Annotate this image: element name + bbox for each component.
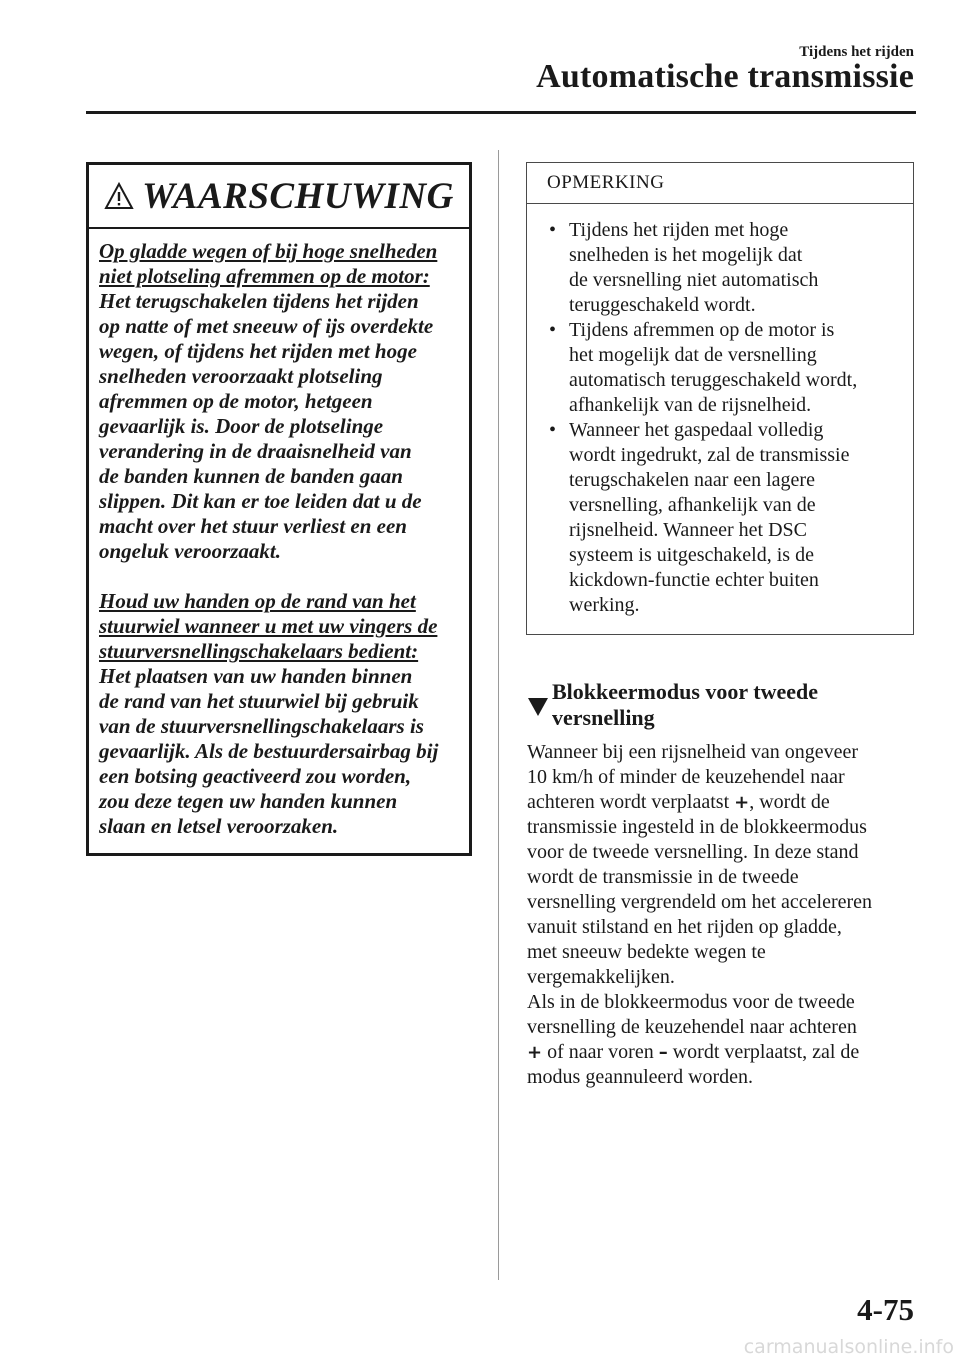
body-line: versnelling de keuzehendel naar achteren xyxy=(527,1016,857,1038)
warning-heading-line: niet plotseling afremmen op de motor: xyxy=(99,264,430,288)
warning-title: WAARSCHUWING xyxy=(142,175,454,217)
note-line: het mogelijk dat de versnelling xyxy=(569,344,817,366)
section-heading-line: Blokkeermodus voor tweede xyxy=(552,679,819,704)
warning-text-line: slaan en letsel veroorzaken. xyxy=(99,814,339,838)
body-line: voor de tweede versnelling. In deze stand xyxy=(527,841,859,863)
note-line: Tijdens afremmen op de motor is xyxy=(569,319,835,341)
warning-text-line: ongeluk veroorzaakt. xyxy=(99,539,282,563)
warning-text-line: afremmen op de motor, hetgeen xyxy=(99,389,373,413)
warning-heading-line: Houd uw handen op de rand van het xyxy=(99,589,416,613)
body-text: , wordt de xyxy=(749,791,830,813)
body-line xyxy=(527,1040,922,1065)
warning-text-line: verandering in de draaisnelheid van xyxy=(99,439,412,463)
warning-heading-line: stuurwiel wanneer u met uw vingers de xyxy=(99,614,438,638)
warning-text-line: van de stuurversnellingschakelaars is xyxy=(99,714,424,738)
warning-box xyxy=(86,162,472,856)
bullet: • xyxy=(549,219,557,241)
minus-symbol: – xyxy=(658,1042,668,1063)
warning-text-line: slippen. Dit kan er toe leiden dat u de xyxy=(99,489,422,513)
body-line: modus geannuleerd worden. xyxy=(527,1066,754,1088)
body-line: versnelling vergrendeld om het accelereren xyxy=(527,891,873,913)
section-body xyxy=(527,740,922,1090)
warning-heading-line: stuurversnellingschakelaars bedient: xyxy=(99,639,419,663)
plus-symbol: + xyxy=(527,1042,543,1063)
note-line: snelheden is het mogelijk dat xyxy=(569,244,803,266)
triangle-down-icon xyxy=(527,683,549,731)
bullet: • xyxy=(549,319,557,341)
plus-symbol: + xyxy=(734,792,750,813)
warning-text-line: macht over het stuur verliest en een xyxy=(99,514,407,538)
warning-text-line: op natte of met sneeuw of ijs overdekte xyxy=(99,314,434,338)
note-line: versnelling, afhankelijk van de xyxy=(569,494,816,516)
bullet: • xyxy=(549,419,557,441)
warning-heading-line: Op gladde wegen of bij hoge snelheden xyxy=(99,239,438,263)
body-line: Als in de blokkeermodus voor de tweede xyxy=(527,991,855,1013)
note-item xyxy=(549,318,903,418)
note-line: kickdown-functie echter buiten xyxy=(569,569,819,591)
body-line: vergemakkelijken. xyxy=(527,966,675,988)
header-section-label: Tijdens het rijden xyxy=(799,44,914,60)
warning-text-line: snelheden veroorzaakt plotseling xyxy=(99,364,383,388)
warning-text-line: gevaarlijk. Als de bestuurdersairbag bij xyxy=(99,739,439,763)
note-line: afhankelijk van de rijsnelheid. xyxy=(569,394,812,416)
note-line: automatisch teruggeschakeld wordt, xyxy=(569,369,858,391)
body-line: 10 km/h of minder de keuzehendel naar xyxy=(527,766,845,788)
note-list xyxy=(527,218,913,618)
note-line: Tijdens het rijden met hoge xyxy=(569,219,789,241)
page-title: Automatische transmissie xyxy=(536,58,914,95)
warning-text-line: zou deze tegen uw handen kunnen xyxy=(99,789,398,813)
warning-text-line: gevaarlijk is. Door de plotselinge xyxy=(99,414,384,438)
watermark: carmanualsonline.info xyxy=(743,1336,954,1358)
warning-triangle-icon xyxy=(104,181,134,211)
note-item xyxy=(549,418,903,618)
warning-text-line: de banden kunnen de banden gaan xyxy=(99,464,403,488)
body-line: wordt de transmissie in de tweede xyxy=(527,866,799,888)
note-line: rijsnelheid. Wanneer het DSC xyxy=(569,519,807,541)
body-text: wordt verplaatst, zal de xyxy=(667,1041,860,1063)
warning-text-line: Het terugschakelen tijdens het rijden xyxy=(99,289,419,313)
warning-header xyxy=(89,165,469,229)
page-number: 4-75 xyxy=(857,1292,914,1327)
body-line: met sneeuw bedekte wegen te xyxy=(527,941,766,963)
note-box xyxy=(526,162,914,635)
note-line: Wanneer het gaspedaal volledig xyxy=(569,419,824,441)
note-line: terugschakelen naar een lagere xyxy=(569,469,815,491)
section-heading xyxy=(527,679,907,731)
body-line xyxy=(527,790,922,815)
section-heading-line: versnelling xyxy=(552,705,655,730)
body-text: achteren wordt verplaatst xyxy=(527,791,735,813)
paragraph-gap xyxy=(99,564,455,589)
body-line: transmissie ingesteld in de blokkeermodus xyxy=(527,816,867,838)
note-line: systeem is uitgeschakeld, is de xyxy=(569,544,814,566)
header-divider xyxy=(86,111,916,114)
note-title: OPMERKING xyxy=(527,163,913,204)
warning-text-line: een botsing geactiveerd zou worden, xyxy=(99,764,412,788)
warning-text-line: Het plaatsen van uw handen binnen xyxy=(99,664,413,688)
column-divider xyxy=(498,150,499,1280)
body-text: of naar voren xyxy=(542,1041,659,1063)
warning-body xyxy=(89,229,469,839)
note-item xyxy=(549,218,903,318)
warning-text-line: de rand van het stuurwiel bij gebruik xyxy=(99,689,419,713)
note-line: de versnelling niet automatisch xyxy=(569,269,819,291)
body-line: vanuit stilstand en het rijden op gladde, xyxy=(527,916,842,938)
note-line: teruggeschakeld wordt. xyxy=(569,294,756,316)
note-line: werking. xyxy=(569,594,640,616)
body-line: Wanneer bij een rijsnelheid van ongeveer xyxy=(527,741,859,763)
note-line: wordt ingedrukt, zal de transmissie xyxy=(569,444,850,466)
warning-text-line: wegen, of tijdens het rijden met hoge xyxy=(99,339,417,363)
